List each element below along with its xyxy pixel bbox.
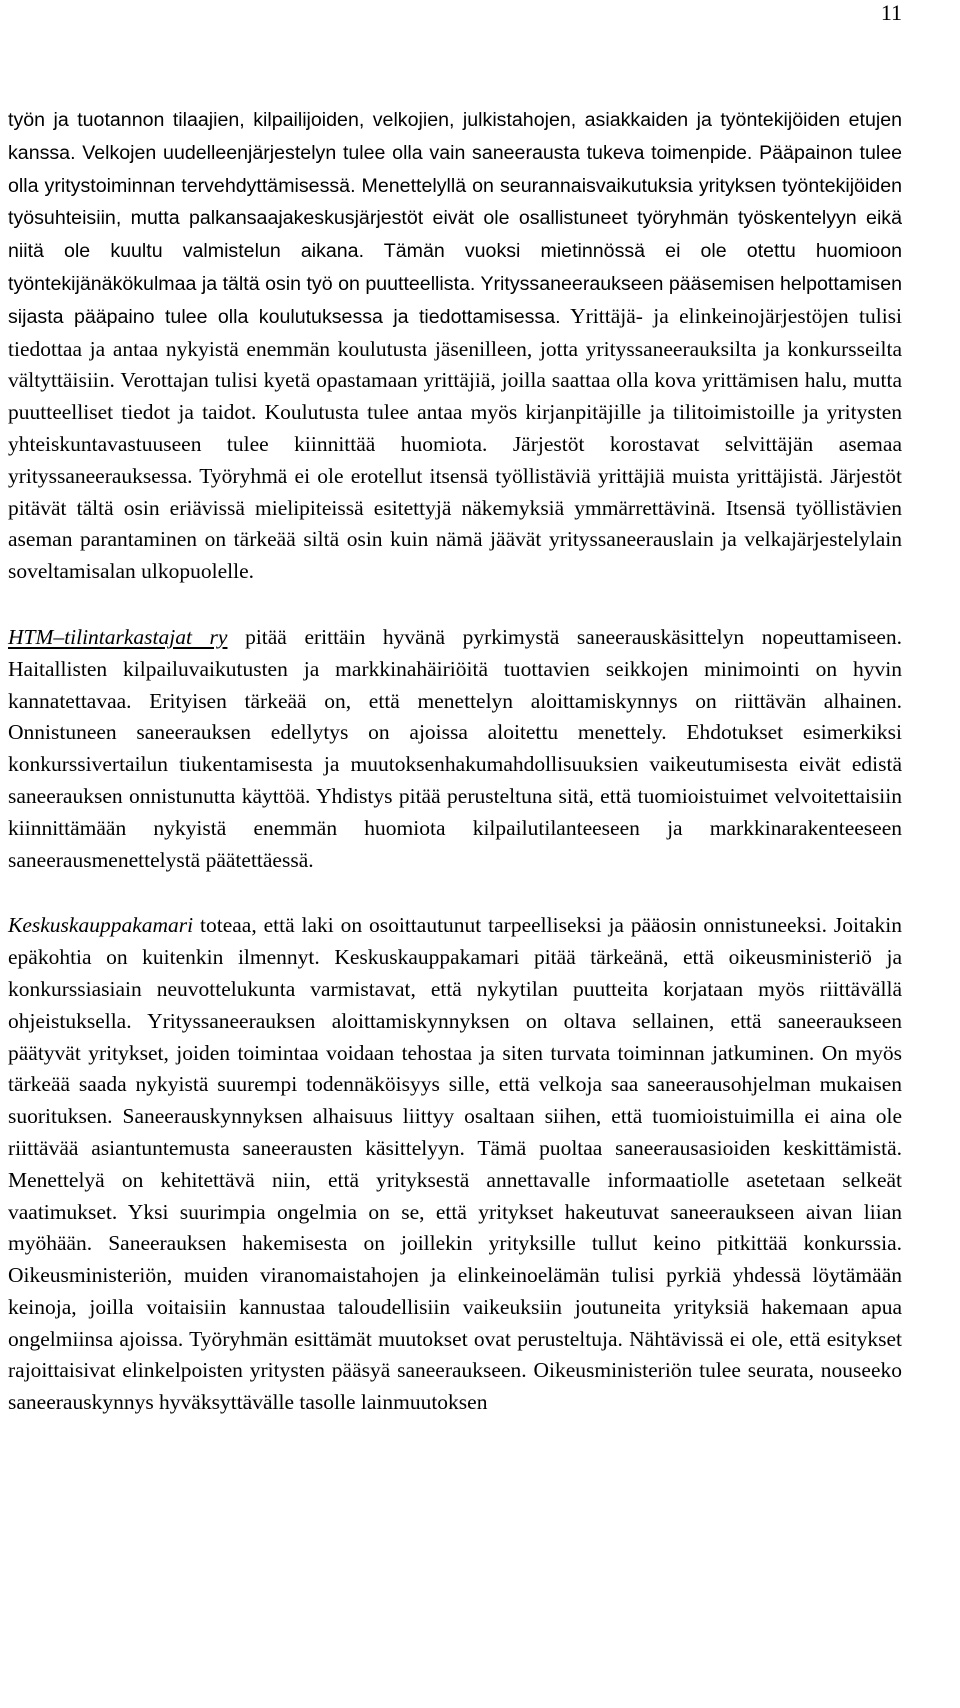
paragraph-2-text: pitää erittäin hyvänä pyrkimystä saneerauskäsittelyn nopeuttamiseen. Haitallisten kilpailuvaikutusten ja markkinahäiriöitä tuottavien seikkojen minimointi on hyvin kannatettavaa. Erityisen tärkeää on, että menettelyn aloittamiskynnys on riittävän alhainen. Onnistuneen saneerauksen edellytys on ajoissa aloitettu menettely. Ehdotukset esimerkiksi konkurssivertailun tiukentamisesta ja muutoksenhakumahdollisuuksien vaikeutumisesta eivät edistä saneerauksen onnistunutta käyttöä. Yhdistys pitää perusteltuna sitä, että tuomioistuimet velvoitettaisiin kiinnittämään nykyistä enemmän huomiota kilpailutilanteeseen ja markkinarakenteeseen saneerausmenettelystä päätettäessä. [8,624,902,872]
body-text [8,104,902,1419]
paragraph-1-serif-text: Yrittäjä- ja elinkeinojärjestöjen tulisi tiedottaa ja antaa nykyistä enemmän koulutusta jäsenilleen, jotta yrityssaneerauksilta ja konkursseilta vältyttäisiin. Verottajan tulisi kyetä opastamaan yrittäjiä, joilla saattaa olla kova yrittämisen halu, mutta puutteelliset tiedot ja taidot. Koulutusta tulee antaa myös kirjanpitäjille ja tilitoimistoille ja yritysten yhteiskuntavastuuseen tulee kiinnittää huomiota. Järjestöt korostavat selvittäjän asemaa yrityssaneerauksessa. Työryhmä ei ole erotellut itsensä työllistäviä yrittäjiä muista yrittäjistä. Järjestöt pitävät tältä osin eriävissä mielipiteissä esitettyjä näkemyksiä ymmärrettävinä. Itsensä työllistävien aseman parantaminen on tärkeää siltä osin kuin nämä jäävät yrityssaneerauslain ja velkajärjestelylain soveltamisalan ulkopuolelle. [8,303,903,584]
paragraph-1 [8,104,902,588]
paragraph-2-lead-org: HTM–tilintarkastajat ry [8,624,228,649]
paragraph-1-sans-text: työn ja tuotannon tilaajien, kilpailijoiden, velkojien, julkistahojen, asiakkaiden ja työntekijöiden etujen kanssa. Velkojen uudelleenjärjestelyn tulee olla vain saneerausta tukeva toimenpide. Pääpainon tulee olla yritystoiminnan tervehdyttämisessä. Menettelyllä on seurannaisvaikutuksia yrityksen työntekijöiden työsuhteisiin, mutta palkansaajakeskusjärjestöt eivät ole osallistuneet työryhmän työskentelyyn eikä niitä ole kuultu valmistelun aikana. Tämän vuoksi mietinnössä ei ole otettu huomioon työntekijänäkökulmaa ja tältä osin työ on puutteellista. Yrityssaneeraukseen pääsemisen helpottamisen sijasta pääpaino tulee olla koulutuksessa ja tiedottamisessa. [8,109,902,328]
page-number: 11 [880,0,902,25]
paragraph-3 [8,910,902,1419]
paragraph-3-lead-org: Keskuskauppakamari [8,913,194,938]
paragraph-2 [8,622,902,876]
paragraph-3-text: toteaa, että laki on osoittautunut tarpeelliseksi ja pääosin onnistuneeksi. Joitakin epäkohtia on kuitenkin ilmennyt. Keskuskauppakamari pitää tärkeänä, että oikeusministeriö ja konkurssiasiain neuvottelukunta varmistavat, että nykytilan puutteita korjataan myös riittävällä ohjeistuksella. Yrityssaneerauksen aloittamiskynnyksen on oltava sellainen, että saneeraukseen päätyvät yritykset, joiden toimintaa voidaan tehostaa ja siten turvata toiminnan jatkuminen. On myös tärkeää saada nykyistä suurempi todennäköisyys sille, että velkoja saa saneerausohjelman mukaisen suorituksen. Saneerauskynnyksen alhaisuus liittyy osaltaan siihen, että tuomioistuimilla ei aina ole riittävää asiantuntemusta saneerausten käsittelyyn. Tämä puoltaa saneerausasioiden keskittämistä. Menettelyä on kehitettävä niin, että yrityksestä annettavalle informaatiolle asetetaan selkeät vaatimukset. Yksi suurimpia ongelmia on se, että yritykset hakeutuvat saneeraukseen aivan liian myöhään. Saneerauksen hakemisesta on joillekin yrityksille tullut keino pitkittää konkurssia. Oikeusministeriön, muiden viranomaistahojen ja elinkeinoelämän tulisi pyrkiä yhdessä löytämään keinoja, joilla voitaisiin kannustaa taloudellisiin vaikeuksiin joutuneita yrityksiä hakemaan apua ongelmiinsa ajoissa. Työryhmän esittämät muutokset ovat perusteltuja. Nähtävissä ei ole, että esitykset rajoittaisivat elinkelpoisten yritysten pääsyä saneeraukseen. Oikeusministeriön tulee seurata, nouseeko saneerauskynnys hyväksyttävälle tasolle lainmuutoksen [8,913,902,1415]
